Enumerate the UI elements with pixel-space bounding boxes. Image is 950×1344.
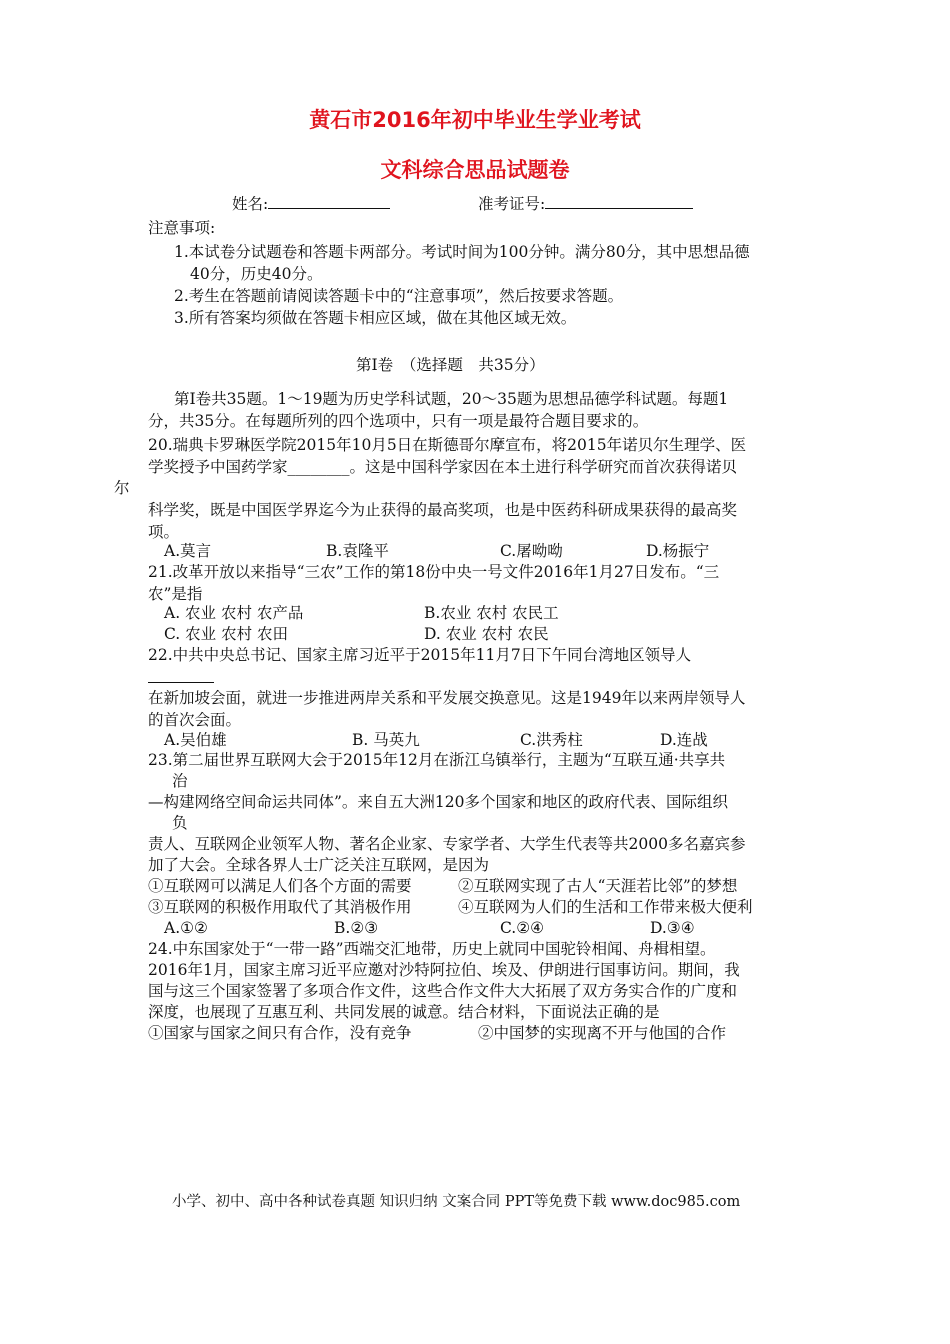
- q22-line2: 在新加坡会面，就进一步推进两岸关系和平发展交换意见。这是1949年以来两岸领导人: [148, 689, 746, 707]
- q23-option-b: B.②③: [334, 919, 379, 937]
- q20-option-c: C.屠呦呦: [500, 542, 563, 560]
- q23-statement-2: ②互联网实现了古人“天涯若比邻”的梦想: [458, 877, 738, 895]
- exam-number-blank: [545, 194, 693, 209]
- q23-line5: 责人、互联网企业领军人物、著名企业家、专家学者、大学生代表等共2000多名嘉宾参: [148, 835, 746, 853]
- q20-option-a: A.莫言: [164, 542, 212, 560]
- notice-item-1-cont: 40分，历史40分。: [190, 265, 323, 283]
- q21-line2: 农”是指: [148, 585, 203, 603]
- q23-option-d: D.③④: [650, 919, 695, 937]
- q23-line1: 23.第二届世界互联网大会于2015年12月在浙江乌镇举行，主题为“互联互通·共享共: [148, 751, 726, 769]
- section-intro-cont: 分，共35分。在每题所列的四个选项中，只有一项是最符合题目要求的。: [148, 412, 649, 430]
- exam-number-label: 准考证号:: [478, 195, 546, 213]
- name-field: [232, 194, 390, 215]
- q23-line6: 加了大会。全球各界人士广泛关注互联网，是因为: [148, 856, 490, 874]
- section-intro: 第Ⅰ卷共35题。1～19题为历史学科试题，20～35题为思想品德学科试题。每题1: [174, 390, 729, 408]
- q22-option-c: C.洪秀柱: [520, 731, 583, 749]
- notice-item-3: 3.所有答案均须做在答题卡相应区域，做在其他区域无效。: [174, 309, 577, 327]
- page-footer: 小学、初中、高中各种试卷真题 知识归纳 文案合同 PPT等免费下载 www.doc985.com: [172, 1194, 741, 1210]
- q22-line1: 22.中共中央总书记、国家主席习近平于2015年11月7日下午同台湾地区领导人: [148, 646, 692, 664]
- q22-option-d: D.连战: [660, 731, 708, 749]
- q24-statement-1: ①国家与国家之间只有合作，没有竞争: [148, 1024, 412, 1042]
- notice-item-2: 2.考生在答题前请阅读答题卡中的“注意事项”，然后按要求答题。: [174, 287, 624, 305]
- exam-number-field: [478, 194, 693, 215]
- name-blank: [268, 194, 390, 209]
- q23-option-c: C.②④: [500, 919, 545, 937]
- q21-option-c: C. 农业 农村 农田: [164, 625, 289, 643]
- q24-statement-2: ②中国梦的实现离不开与他国的合作: [478, 1024, 727, 1042]
- page-title: 黄石市2016年初中毕业生学业考试: [309, 108, 641, 132]
- q20-option-b: B.袁隆平: [326, 542, 389, 560]
- q24-line2: 2016年1月，国家主席习近平应邀对沙特阿拉伯、埃及、伊朗进行国事访问。期间，我: [148, 961, 740, 979]
- q23-line4: 负: [172, 814, 188, 832]
- q20-line5: 项。: [148, 523, 180, 541]
- q20-option-d: D.杨振宁: [646, 542, 710, 560]
- q24-line3: 国与这三个国家签署了多项合作文件，这些合作文件大大拓展了双方务实合作的广度和: [148, 982, 738, 1000]
- q23-option-a: A.①②: [164, 919, 208, 937]
- notice-heading: 注意事项:: [148, 219, 216, 237]
- q20-line1: 20.瑞典卡罗琳医学院2015年10月5日在斯德哥尔摩宣布，将2015年诺贝尔生理学、医: [148, 436, 747, 454]
- q23-line2: 治: [172, 772, 188, 790]
- notice-item-1: 1.本试卷分试题卷和答题卡两部分。考试时间为100分钟。满分80分，其中思想品德: [174, 243, 750, 261]
- q24-line1: 24.中东国家处于“一带一路”西端交汇地带，历史上就同中国驼铃相闻、舟楫相望。: [148, 940, 716, 958]
- q21-line1: 21.改革开放以来指导“三农”工作的第18份中央一号文件2016年1月27日发布。“三: [148, 563, 720, 581]
- q22-option-a: A.吴伯雄: [164, 731, 227, 749]
- q23-statement-4: ④互联网为人们的生活和工作带来极大便利: [458, 898, 753, 916]
- section-heading: 第Ⅰ卷 （选择题 共35分）: [356, 356, 545, 374]
- q23-line3: —构建网络空间命运共同体”。来自五大洲120多个国家和地区的政府代表、国际组织: [148, 793, 729, 811]
- q21-option-b: B.农业 农村 农民工: [424, 604, 559, 622]
- q23-statement-3: ③互联网的积极作用取代了其消极作用: [148, 898, 412, 916]
- q23-statement-1: ①互联网可以满足人们各个方面的需要: [148, 877, 412, 895]
- q22-option-b: B. 马英九: [352, 731, 420, 749]
- q21-option-d: D. 农业 农村 农民: [424, 625, 549, 643]
- q20-line2: 学奖授予中国药学家________。这是中国科学家因在本土进行科学研究而首次获得诺贝: [148, 458, 738, 476]
- name-label: 姓名:: [232, 195, 269, 213]
- q20-line3: 尔: [114, 479, 130, 497]
- q20-line4: 科学奖，既是中国医学界迄今为止获得的最高奖项，也是中医药科研成果获得的最高奖: [148, 501, 738, 519]
- q24-line4: 深度，也展现了互惠互利、共同发展的诚意。结合材料，下面说法正确的是: [148, 1003, 660, 1021]
- q22-line3: 的首次会面。: [148, 711, 242, 729]
- q21-option-a: A. 农业 农村 农产品: [164, 604, 304, 622]
- q22-answer-blank: [148, 668, 214, 683]
- page-subtitle: 文科综合思品试题卷: [380, 158, 570, 182]
